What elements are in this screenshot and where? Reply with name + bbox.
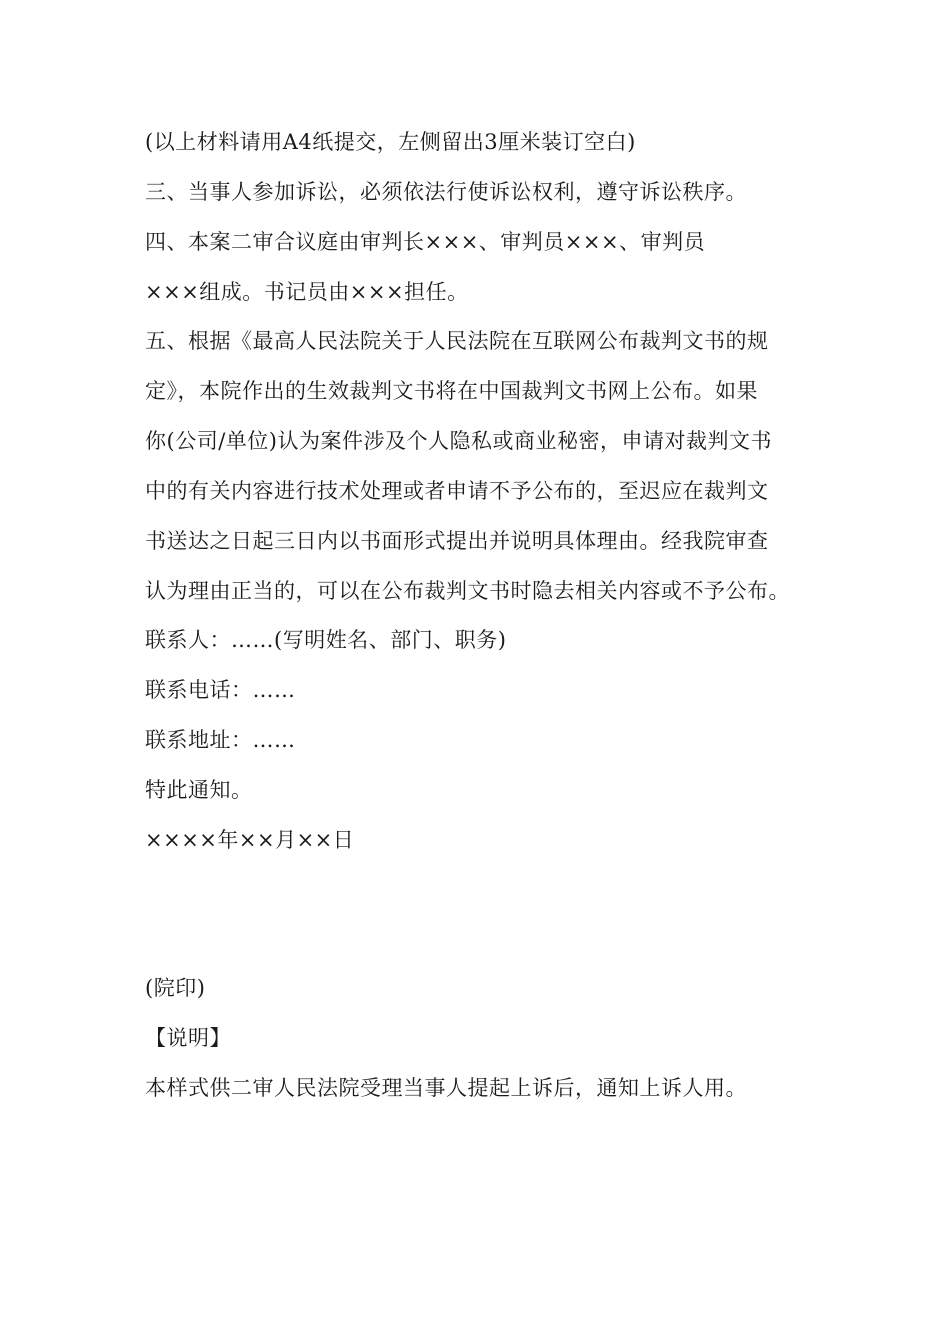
explanation-heading: 【说明】: [145, 1026, 231, 1050]
item-5-line-6: 认为理由正当的，可以在公布裁判文书时隐去相关内容或不予公布。: [145, 579, 790, 603]
item-5-line-4: 中的有关内容进行技术处理或者申请不予公布的，至迟应在裁判文: [145, 479, 769, 503]
item-5-line-5: 书送达之日起三日内以书面形式提出并说明具体理由。经我院审查: [145, 529, 769, 553]
contact-phone: 联系电话：……: [145, 678, 296, 702]
item-5-line-2: 定》，本院作出的生效裁判文书将在中国裁判文书网上公布。如果: [145, 379, 758, 403]
item-4-line-2: ×××组成。书记员由×××担任。: [145, 280, 469, 304]
contact-address: 联系地址：……: [145, 728, 296, 752]
court-seal-placeholder: (院印): [145, 976, 206, 1000]
item-5-line-3: 你(公司/单位)认为案件涉及个人隐私或商业秘密，申请对裁判文书: [145, 429, 772, 453]
date-line: ××××年××月××日: [145, 828, 355, 852]
item-3: 三、当事人参加诉讼，必须依法行使诉讼权利，遵守诉讼秩序。: [145, 180, 747, 204]
item-5-line-1: 五、根据《最高人民法院关于人民法院在互联网公布裁判文书的规: [145, 329, 769, 353]
closing-notice: 特此通知。: [145, 778, 253, 802]
item-4-line-1: 四、本案二审合议庭由审判长×××、审判员×××、审判员: [145, 230, 706, 254]
contact-person: 联系人：……(写明姓名、部门、职务): [145, 628, 507, 652]
materials-note: (以上材料请用A4纸提交，左侧留出3厘米装订空白): [145, 130, 636, 154]
explanation-text: 本样式供二审人民法院受理当事人提起上诉后，通知上诉人用。: [145, 1076, 747, 1100]
